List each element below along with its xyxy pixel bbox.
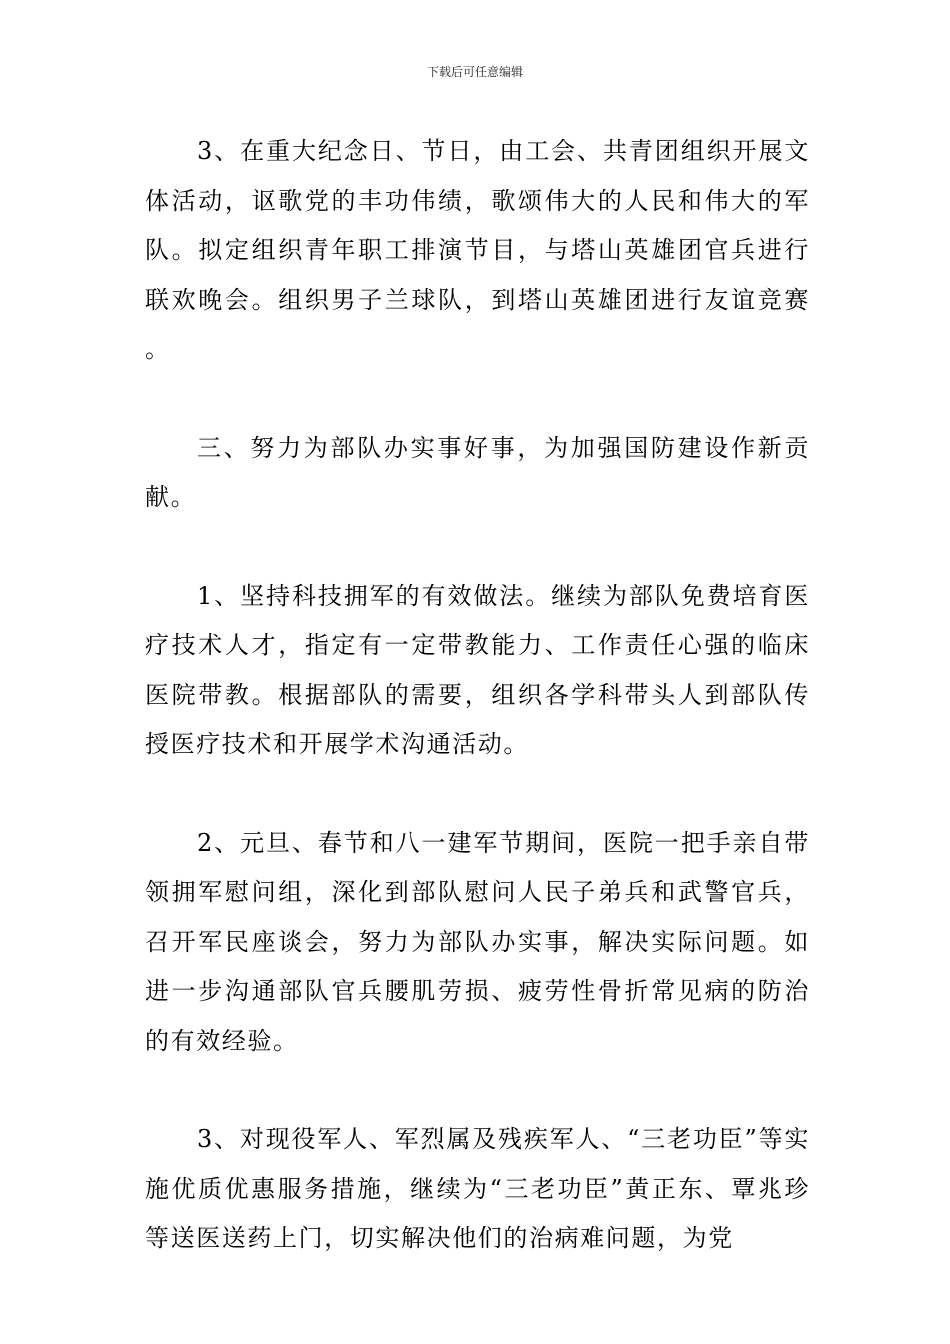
section-heading-three: 三、努力为部队办实事好事，为加强国防建设作新贡献。 bbox=[145, 433, 810, 511]
page-header: 下载后可任意编辑 bbox=[426, 65, 523, 79]
document-body bbox=[145, 127, 810, 1264]
paragraph-item-3-preferential-services: 3、对现役军人、军烈属及残疾军人、“三老功臣”等实施优质优惠服务措施，继续为“三老功臣”黄正东、覃兆珍等送医送药上门，切实解决他们的治病难问题，为党 bbox=[145, 1125, 810, 1252]
paragraph-item-1-tech-support: 1、坚持科技拥军的有效做法。继续为部队免费培育医疗技术人才，指定有一定带教能力、工作责任心强的临床医院带教。根据部队的需要，组织各学科带头人到部队传授医疗技术和开展学术沟通活动。 bbox=[145, 581, 810, 758]
paragraph-item-3-cultural-activities: 3、在重大纪念日、节日，由工会、共青团组织开展文体活动，讴歌党的丰功伟绩，歌颂伟大的人民和伟大的军队。拟定组织青年职工排演节目，与塔山英雄团官兵进行联欢晚会。组织男子兰球队，到塔山英雄团进行友谊竞赛。 bbox=[145, 137, 810, 363]
paragraph-item-2-holiday-visits: 2、元旦、春节和八一建军节期间，医院一把手亲自带领拥军慰问组，深化到部队慰问人民子弟兵和武警官兵，召开军民座谈会，努力为部队办实事，解决实际问题。如进一步沟通部队官兵腰肌劳损、疲劳性骨折常见病的防治的有效经验。 bbox=[145, 828, 810, 1055]
